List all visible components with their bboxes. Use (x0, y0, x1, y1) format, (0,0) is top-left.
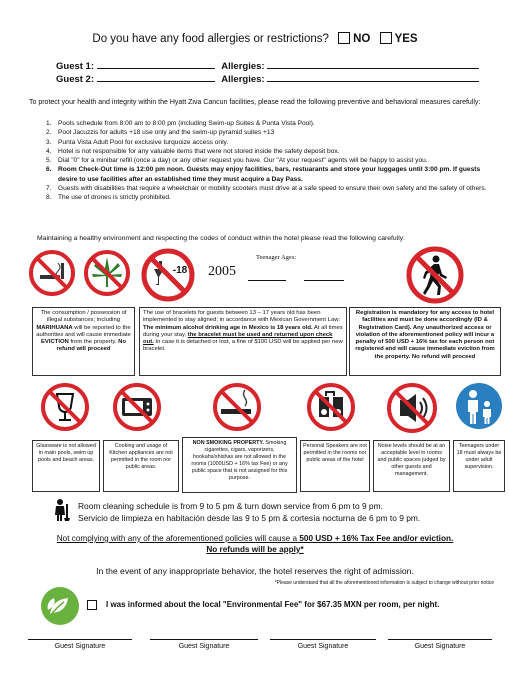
allergy-question (0, 32, 510, 45)
no-noise-icon (386, 382, 438, 434)
guest-1-label: Guest 1: (56, 61, 95, 72)
drugs-policy-box: The consumption / possession of illegal substances; including MARIHUANA will be reported to the authorities and will cause immediate EVICTION from the property. No refund will proceed (32, 307, 135, 376)
rule-item: 8. The use of drones is strictly prohibited. (46, 194, 171, 202)
cleaning-schedule-en: Room cleaning schedule is from 9 to 5 pm & turn down service from 6 pm to 9 pm. (78, 501, 383, 511)
rule-item: 2. Pool Jacuzzis for adults +18 use only and the swim-up pyramid suites +13 (46, 129, 275, 137)
cleaning-schedule (78, 500, 420, 524)
registration-policy-box: Registration is mandatory for any access to hotel facilities and must be done accordingly (ID & Registration Card). Any unauthorized access or violation of the aforementioned policy will incur a penalty of 500 USD + 16% tax for each person not registered and will cause immediate eviction from the property. No refund will proceed (349, 307, 501, 376)
teen-age-fields[interactable] (248, 280, 348, 281)
environment-leaf-icon (40, 586, 80, 626)
rule-item: 4. Hotel is not responsible for any valuable items that were not stored inside the safety deposit box. (46, 147, 340, 155)
housekeeping-icon (52, 498, 72, 522)
rule-item: 3. Punta Vista Adult Pool for exclusive turquoize access only. (46, 138, 229, 146)
signature-field[interactable]: Guest Signature (388, 639, 492, 650)
guest-1-name-field[interactable] (97, 60, 215, 69)
no-smoking-icon (212, 382, 262, 432)
speakers-policy-box: Personal Speakers are not permitted in the rooms nor public areas of the hotel (300, 440, 370, 492)
no-cooking-appliances-icon (112, 382, 162, 432)
glassware-policy-box: Glassware is not allowed in main pools, swim up pools and beach areas. (32, 440, 100, 492)
noncompliance-warning: Not complying with any of the aforementioned policies will cause a 500 USD + 16% Tax Fee and/or eviction. No refunds will be apply* (56, 534, 454, 554)
guest-2-label: Guest 2: (56, 74, 95, 85)
year-field: 2005 (208, 264, 236, 279)
smoking-policy-box: NON SMOKING PROPERTY. Smoking cigarettes, cigars, vaporizers, hookahs/shishas are not allowed in the rooms (1000USD + 16% tax Fee) or any public space that is not assigned for this purpose. (182, 437, 297, 493)
guest-2-row (56, 73, 479, 86)
yes-label: YES (394, 33, 418, 45)
rule-item: 7. Guests with disabilities that require a wheelchair or mobility scooters must drive at a safe speed to ensure their own safety and the safety of others. (46, 185, 487, 193)
age-badge-text: -18 (172, 265, 188, 276)
adult-supervision-icon (455, 382, 503, 430)
no-drugs-icon (28, 249, 76, 297)
environmental-fee-text: I was informed about the local "Environmental Fee" for $67.35 MXN per room, per night. (106, 600, 440, 609)
footnote: *Please understand that all the aforementioned information is subject to change without prior notice (274, 580, 494, 586)
maintaining-text: Maintaining a healthy environment and respecting the codes of conduct within the hotel please read the following carefully: (37, 235, 406, 242)
guest-2-allergies-field[interactable] (267, 73, 479, 82)
cleaning-schedule-es: Servicio de limpieza en habitación desde las 9 to 5 pm & cortesía nocturna de 6 pm to 9 pm. (78, 513, 421, 523)
environmental-fee-checkbox[interactable] (87, 600, 97, 610)
guest-1-row (56, 60, 479, 73)
no-label: NO (353, 33, 371, 45)
yes-checkbox[interactable] (380, 32, 392, 44)
rules-list (46, 119, 501, 203)
guest-1-allergies-label: Allergies: (221, 61, 265, 72)
rule-item: 1. Pools schedule from 8:00 am to 8:00 pm (including Swim-up Suites & Punta Vista Pool). (46, 120, 315, 127)
admission-notice: In the event of any inappropriate behavior, the hotel reserves the right of admission. (96, 566, 414, 576)
no-checkbox[interactable] (338, 32, 350, 44)
cooking-policy-box: Cooking and usage of Kitchen appliances are not permitted in the room nor public areas. (103, 440, 179, 492)
guest-2-allergies-label: Allergies: (221, 74, 265, 85)
guest-2-name-field[interactable] (97, 73, 215, 82)
no-marijuana-icon (83, 249, 131, 297)
teen-supervision-box: Teenagers under 18 must always be under adult supervision. (453, 440, 505, 492)
signature-field[interactable]: Guest Signature (150, 639, 258, 650)
guest-1-allergies-field[interactable] (267, 60, 479, 69)
no-alcohol-under-18-icon (140, 247, 196, 303)
no-glassware-icon (40, 382, 90, 432)
rule-item: 5. Dial "0" for a minibar refill (once a day) or any other request you have. Our "At your request" agents will be happy to assist you. (46, 157, 428, 165)
teen-ages-label: Teenager Ages: (256, 254, 297, 261)
intro-text: To protect your health and integrity within the Hyatt Ziva Cancun facilities, please read the following preventive and behavioral measures carefully: (29, 99, 481, 106)
no-pedestrian-access-icon (405, 245, 465, 305)
guest-allergy-fields (56, 60, 479, 86)
signature-field[interactable]: Guest Signature (28, 639, 132, 650)
rule-item: 6. Room Check-Out time is 12:00 pm noon. Guests may enjoy facilities, bars, restuarants and store your luggages until 3:00 pm. If guests desire to use facilities after an established time they must acquire a Day Pass. (46, 166, 481, 183)
no-speakers-icon (306, 382, 356, 432)
bracelet-policy-box: The use of bracelets for guests between 13 – 17 years old has been implemented to stay aligned; in accordance with Mexican Government Law: The minimum alcohol drinking age in Mexico is 18 years old. At all times during your stay, the bracelet must be used and returned upon check out. In case it is detached or lost, a fine of $100 USD will be applied per new bracelet. (139, 307, 347, 376)
allergy-question-text: Do you have any food allergies or restrictions? (92, 33, 329, 45)
signature-field[interactable]: Guest Signature (270, 639, 376, 650)
noise-policy-box: Noise levels should be at an acceptable level in rooms and public spaces judged by other guests and management. (373, 440, 450, 492)
